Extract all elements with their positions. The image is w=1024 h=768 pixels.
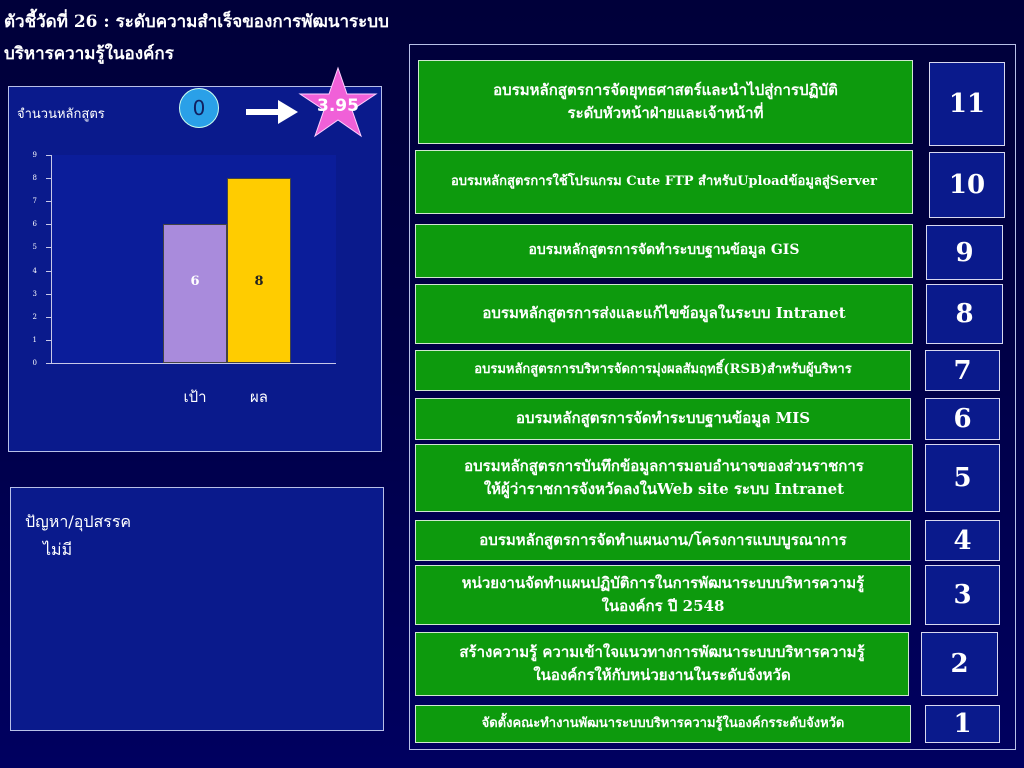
y-tick-label: 7 [32,197,37,206]
step-text: ให้ผู้ว่าราชการจังหวัดลงในWeb site ระบบ Intranet [483,480,845,498]
y-tick-mark [46,340,51,341]
step-text: ระดับหัวหน้าฝ่ายและเจ้าหน้าที่ [567,104,764,122]
problem-text: ไม่มี [43,540,73,559]
step-number-9: 9 [926,225,1003,280]
step-text: อบรมหลักสูตรการใช้โปรแกรม Cute FTP สำหรับUploadข้อมูลสู่Server [451,173,877,189]
problem-title: ปัญหา/อุปสรรค [25,512,132,531]
step-text: ในองค์กร ปี 2548 [601,597,725,615]
y-tick-mark [46,317,51,318]
y-tick-mark [46,294,51,295]
step-number-7: 7 [925,350,1000,391]
bar-data-label: 6 [190,274,200,290]
start-value-badge: 0 [179,88,219,128]
y-tick-label: 1 [32,335,37,344]
step-text: อบรมหลักสูตรการจัดทำระบบฐานข้อมูล MIS [515,409,811,428]
step-box-3 [415,565,911,625]
step-number-10: 10 [929,152,1005,218]
y-tick-mark [46,178,51,179]
y-tick-mark [46,271,51,272]
step-box-1 [415,705,911,743]
y-tick-mark [46,363,51,364]
step-number-6: 6 [925,398,1000,440]
step-box-5 [415,444,913,512]
bar-2 [227,178,291,363]
step-text: สร้างความรู้ ความเข้าใจแนวทางการพัฒนาระบบบริหารความรู้ [459,642,865,661]
y-tick-mark [46,201,51,202]
step-text: หน่วยงานจัดทำแผนปฏิบัติการในการพัฒนาระบบบริหารความรู้ [461,573,865,592]
y-tick-mark [46,155,51,156]
y-tick-label: 9 [32,151,37,159]
bar-data-label: 8 [254,274,264,290]
step-number-3: 3 [925,565,1000,625]
step-box-7 [415,350,911,391]
chart-unit-label: จำนวนหลักสูตร [17,107,105,122]
chart-panel [8,86,382,452]
y-tick-label: 2 [32,312,37,321]
y-tick-label: 6 [32,220,37,229]
x-category-label: เป้า [183,388,207,406]
right-arrow-icon [246,100,298,124]
step-box-8 [415,284,913,344]
step-number-2: 2 [921,632,998,696]
step-box-11 [418,60,913,144]
step-number-1: 1 [925,705,1000,743]
step-text: อบรมหลักสูตรการส่งและแก้ไขข้อมูลในระบบ Intranet [482,304,846,323]
step-box-10 [415,150,913,214]
result-value: 3.95 [317,96,359,116]
page-title [4,6,404,70]
step-number-4: 4 [925,520,1000,561]
step-number-5: 5 [925,444,1000,512]
y-tick-mark [46,224,51,225]
y-tick-label: 8 [32,174,37,183]
problem-panel [10,487,384,731]
page-title-line1: ตัวชี้วัดที่ 26 : ระดับความสำเร็จของการพัฒนาระบบ [4,12,389,32]
x-category-label: ผล [250,388,268,406]
bar-1 [163,224,227,363]
step-box-2 [415,632,909,696]
step-text: ในองค์กรให้กับหน่วยงานในระดับจังหวัด [533,666,791,684]
page-title-line2: บริหารความรู้ในองค์กร [4,44,174,64]
step-text: จัดตั้งคณะทำงานพัฒนาระบบบริหารความรู้ในองค์กรระดับจังหวัด [481,715,845,731]
step-text: อบรมหลักสูตรการจัดทำแผนงาน/โครงการแบบบูรณาการ [479,530,847,549]
step-box-6 [415,398,911,440]
y-tick-label: 4 [32,266,37,275]
y-tick-mark [46,247,51,248]
step-box-9 [415,224,913,278]
step-number-11: 11 [929,62,1005,146]
step-text: อบรมหลักสูตรการจัดทำระบบฐานข้อมูล GIS [528,242,800,259]
step-number-8: 8 [926,284,1003,344]
y-tick-label: 3 [32,289,37,298]
y-tick-label: 0 [32,359,37,367]
y-tick-label: 5 [32,243,37,252]
step-text: อบรมหลักสูตรการจัดยุทธศาสตร์และนำไปสู่การปฏิบัติ [493,80,838,99]
step-text: อบรมหลักสูตรการบันทึกข้อมูลการมอบอำนาจของส่วนราชการ [464,456,864,475]
step-box-4 [415,520,911,561]
step-text: อบรมหลักสูตรการบริหารจัดการมุ่งผลสัมฤทธิ์(RSB)สำหรับผู้บริหาร [474,362,852,378]
